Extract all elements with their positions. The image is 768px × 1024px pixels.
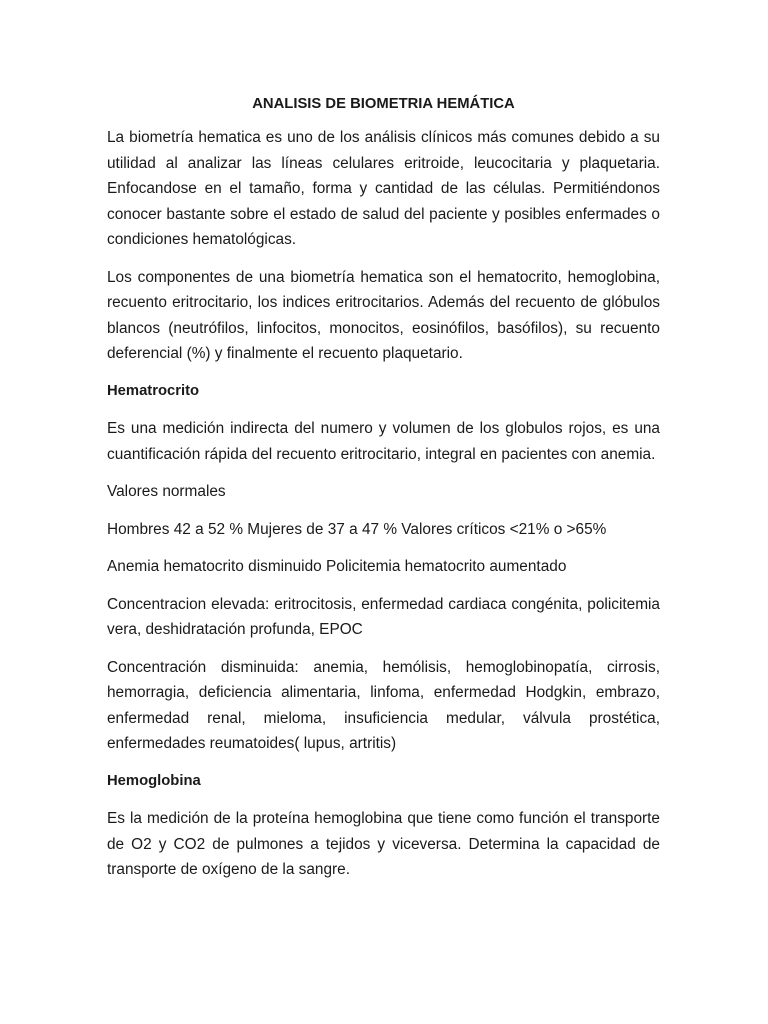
hematocrito-decreased: Concentración disminuida: anemia, hemólisis, hemoglobinopatía, cirrosis, hemorragia, deficiencia alimentaria, linfoma, enfermedad Hodgkin, embrazo, enfermedad renal, mieloma, insuficiencia medular, válvula prostética, enfermedades reumatoides( lupus, artritis) xyxy=(107,658,660,752)
document-title: ANALISIS DE BIOMETRIA HEMÁTICA xyxy=(252,96,515,112)
hematocrito-normal-values: Hombres 42 a 52 % Mujeres de 37 a 47 % Valores críticos <21% o >65% xyxy=(107,520,607,538)
hematocrito-normal-label: Valores normales xyxy=(107,483,226,500)
hematocrito-anemia-line: Anemia hematocrito disminuido Policitemia hematocrito aumentado xyxy=(107,558,567,575)
intro-paragraph-2: Los componentes de una biometría hematica son el hematocrito, hemoglobina, recuento eritrocitario, los indices eritrocitarios. Además del recuento de glóbulos blancos (neutrófilos, linfocitos, monocitos, eosinófilos, basófilos), su recuento deferencial (%) y finalmente el recuento plaquetario. xyxy=(107,268,660,362)
hemoglobina-description: Es la medición de la proteína hemoglobina que tiene como función el transporte de O2 y CO2 de pulmones a tejidos y viceversa. Determina la capacidad de transporte de oxígeno de la sangre. xyxy=(107,810,660,878)
intro-paragraph-1: La biometría hematica es uno de los análisis clínicos más comunes debido a su utilidad al analizar las líneas celulares eritroide, leucocitaria y plaquetaria. Enfocandose en el tamaño, forma y cantidad de las células. Permitiéndonos conocer bastante sobre el estado de salud del paciente y posibles enfermades o condiciones hematológicas. xyxy=(107,129,660,248)
section-heading-hematocrito: Hematrocrito xyxy=(107,382,200,399)
section-heading-hemoglobina: Hemoglobina xyxy=(107,772,201,789)
hematocrito-description: Es una medición indirecta del numero y volumen de los globulos rojos, es una cuantificación rápida del recuento eritrocitario, integral en pacientes con anemia. xyxy=(107,420,660,463)
hematocrito-elevated: Concentracion elevada: eritrocitosis, enfermedad cardiaca congénita, policitemia vera, deshidratación profunda, EPOC xyxy=(107,595,660,638)
